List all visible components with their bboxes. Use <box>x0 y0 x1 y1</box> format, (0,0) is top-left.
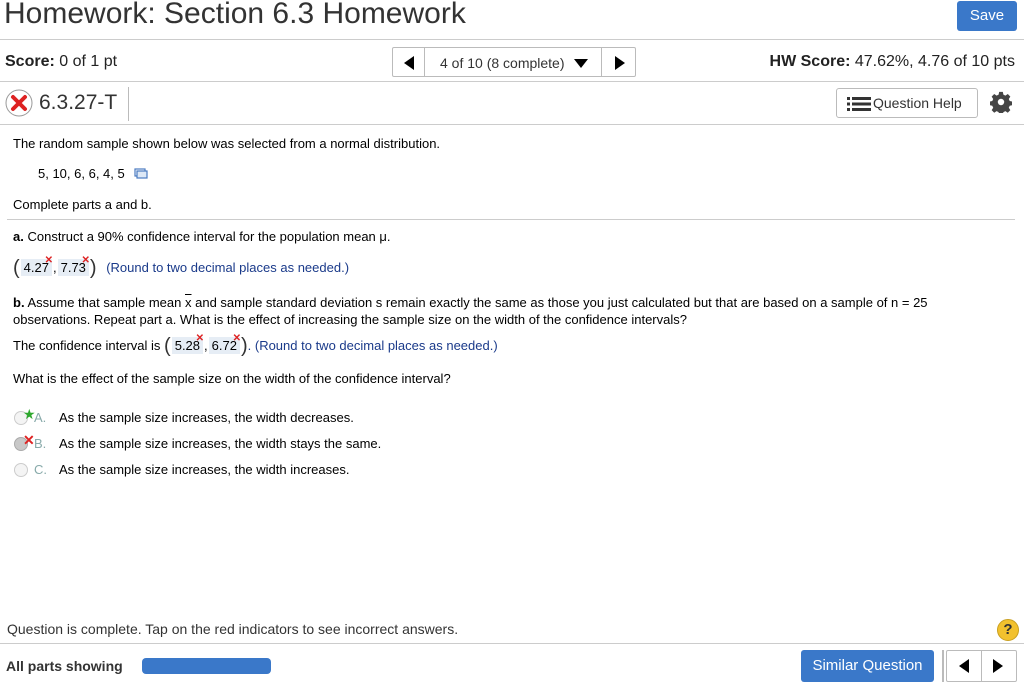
question-help-label: Question Help <box>873 95 962 111</box>
round-hint-b: . (Round to two decimal places as needed.) <box>247 338 498 353</box>
close-paren: ) <box>240 335 248 357</box>
part-b-answer: The confidence interval is ( 5.28 ✕ , 6.72 ✕ ). (Round to two decimal places as needed.) <box>13 333 498 357</box>
status-bar <box>0 612 1024 644</box>
sample-values: 5, 10, 6, 6, 4, 5 <box>38 166 125 181</box>
question-id: 6.3.27-T <box>39 91 118 114</box>
arrow-left-icon <box>959 659 969 673</box>
open-paren: ( <box>164 335 171 357</box>
radio-button[interactable] <box>14 463 28 477</box>
divider <box>942 650 944 682</box>
answer-value: 5.28 <box>174 338 201 353</box>
part-b-label: b. <box>13 295 25 310</box>
copy-data-icon[interactable] <box>134 167 148 179</box>
arrow-right-icon <box>615 56 625 70</box>
previous-question-button[interactable] <box>393 48 425 76</box>
open-paren: ( <box>13 257 20 279</box>
incorrect-x-icon[interactable]: ✕ <box>23 432 35 448</box>
choice-letter: B. <box>34 436 47 451</box>
part-b-text: Assume that sample mean <box>27 295 185 310</box>
part-b-prompt-line1 <box>13 295 928 310</box>
save-button[interactable]: Save <box>957 1 1017 31</box>
hw-score-label: HW Score: <box>769 53 851 70</box>
arrow-left-icon <box>404 56 414 70</box>
bottom-navigator <box>946 650 1017 682</box>
ci-prefix: The confidence interval is <box>13 338 161 353</box>
answer-value: 7.73 <box>60 260 86 275</box>
question-navigator <box>392 47 636 77</box>
incorrect-indicator-icon[interactable]: ✕ <box>195 333 205 344</box>
next-button[interactable] <box>981 651 1016 681</box>
problem-intro: The random sample shown below was selected from a normal distribution. <box>13 136 441 151</box>
choice-letter: C. <box>34 462 47 477</box>
part-b-low-answer[interactable] <box>172 333 205 354</box>
divider <box>7 219 1015 220</box>
choice-text: As the sample size increases, the width stays the same. <box>59 436 382 451</box>
part-b-high-answer[interactable] <box>209 333 241 354</box>
list-icon <box>847 97 871 111</box>
choice-text: As the sample size increases, the width increases. <box>59 462 350 477</box>
gear-icon[interactable] <box>990 91 1012 113</box>
parts-showing-label: All parts showing <box>6 658 123 674</box>
answer-value: 6.72 <box>211 338 237 353</box>
hw-score <box>770 53 1015 71</box>
part-a-label: a. <box>13 229 24 244</box>
status-text: Question is complete. Tap on the red indicators to see incorrect answers. <box>7 621 459 637</box>
effect-question: What is the effect of the sample size on the width of the confidence interval? <box>13 371 451 386</box>
round-hint: (Round to two decimal places as needed.) <box>106 260 350 275</box>
incorrect-indicator-icon[interactable]: ✕ <box>232 333 241 344</box>
arrow-right-icon <box>993 659 1003 673</box>
part-a-answer: ( 4.27 ✕ , 7.73 ✕ ) (Round to two decimal places as needed.) <box>13 255 350 279</box>
part-a-text: Construct a 90% confidence interval for the population mean μ. <box>27 229 391 244</box>
choice-letter: A. <box>34 410 47 425</box>
progress-bar <box>142 658 271 674</box>
next-question-button[interactable] <box>601 48 635 76</box>
incorrect-icon <box>5 89 33 117</box>
part-b-prompt-line2: observations. Repeat part a. What is the effect of increasing the sample size on the width of the confidence intervals? <box>13 312 687 327</box>
x-bar-symbol: $\overline{x}$ <box>185 295 192 310</box>
score <box>5 53 117 71</box>
question-help-button[interactable] <box>836 88 978 118</box>
close-paren: ) <box>89 257 97 279</box>
page-title: Homework: Section 6.3 Homework <box>4 0 466 30</box>
similar-question-button[interactable]: Similar Question <box>801 650 934 682</box>
choice-text: As the sample size increases, the width decreases. <box>59 410 354 425</box>
score-bar <box>0 41 1024 82</box>
sample-data <box>38 166 148 181</box>
part-a-prompt <box>13 229 391 244</box>
dropdown-arrow-icon[interactable] <box>574 59 588 68</box>
bottom-bar <box>0 645 1024 689</box>
question-bar <box>0 83 1024 125</box>
part-a-high-answer[interactable] <box>58 255 90 276</box>
question-position-dropdown[interactable]: 4 of 10 (8 complete) <box>440 55 565 71</box>
instruction: Complete parts a and b. <box>13 197 152 212</box>
help-icon[interactable]: ? <box>997 619 1019 641</box>
title-bar <box>0 0 1024 40</box>
part-b-text: and sample standard deviation s remain exactly the same as those you just calculated but that are based on a sample of n = 25 <box>191 295 928 310</box>
answer-value: 4.27 <box>23 260 49 275</box>
correct-star-icon: ★ <box>23 406 36 422</box>
score-value: 0 of 1 pt <box>59 53 118 70</box>
incorrect-indicator-icon[interactable]: ✕ <box>44 255 53 266</box>
incorrect-indicator-icon[interactable]: ✕ <box>81 255 90 266</box>
part-a-low-answer[interactable] <box>21 255 53 276</box>
hw-score-value: 47.62%, 4.76 of 10 pts <box>854 53 1015 70</box>
divider <box>128 87 129 121</box>
score-label: Score: <box>5 53 55 70</box>
previous-button[interactable] <box>947 651 982 681</box>
